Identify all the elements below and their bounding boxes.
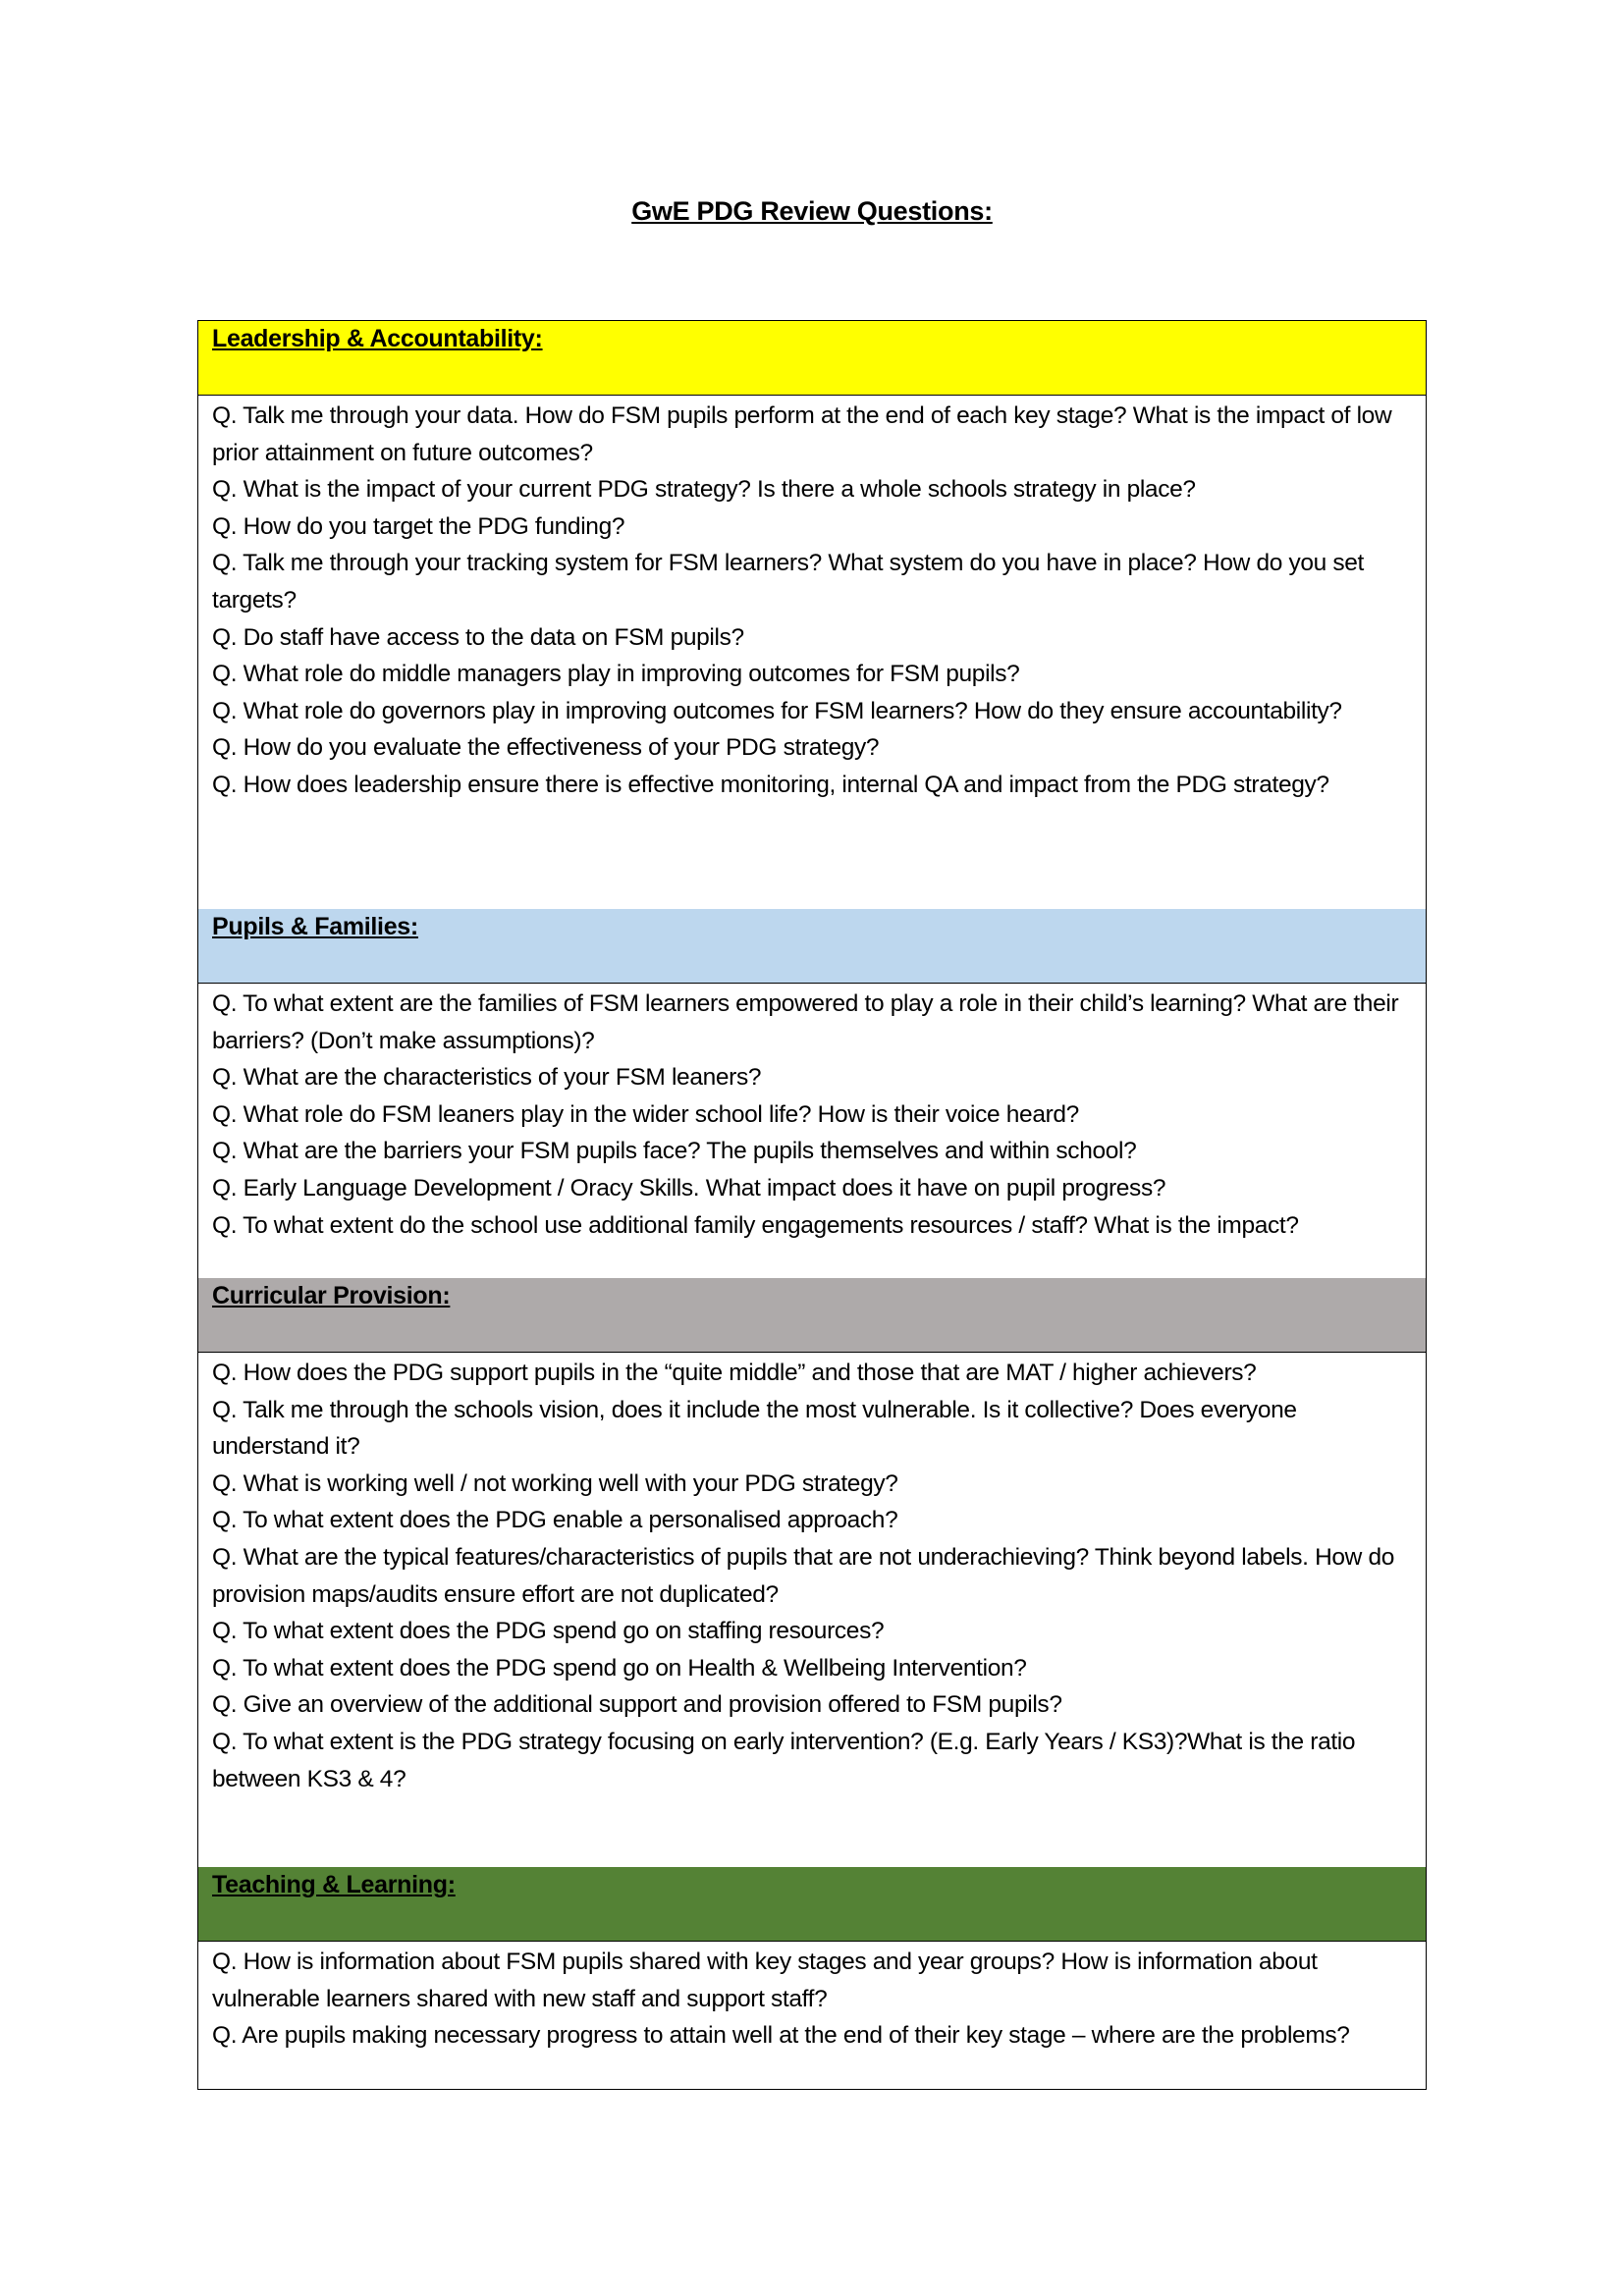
section-header xyxy=(198,1867,1426,1942)
question: Q. What role do governors play in improving outcomes for FSM learners? How do they ensure accountability? xyxy=(212,697,1342,724)
question: Q. What are the barriers your FSM pupils face? The pupils themselves and within school? xyxy=(212,1138,1137,1165)
section-header xyxy=(198,321,1426,396)
question-list xyxy=(198,984,1426,1278)
section-header xyxy=(198,1278,1426,1353)
question: Q. What is working well / not working well with your PDG strategy? xyxy=(212,1469,898,1497)
question: Q. To what extent does the PDG spend go on Health & Wellbeing Intervention? xyxy=(212,1654,1027,1682)
question: Q. How do you evaluate the effectiveness of your PDG strategy? xyxy=(212,734,880,762)
question: Q. Give an overview of the additional support and provision offered to FSM pupils? xyxy=(212,1691,1062,1719)
question-list xyxy=(198,1942,1426,2089)
section-leadership-accountability xyxy=(198,321,1426,909)
question: Q. What is the impact of your current PDG strategy? Is there a whole schools strategy in place? xyxy=(212,476,1196,504)
question: Q. What role do middle managers play in improving outcomes for FSM pupils? xyxy=(212,661,1020,688)
question: Q. Talk me through the schools vision, does it include the most vulnerable. Is it collective? Does everyone understand it? xyxy=(212,1396,1297,1461)
section-curricular-provision xyxy=(198,1278,1426,1867)
question: Q. How is information about FSM pupils shared with key stages and year groups? How is information about vulnerable learners shared with new staff and support staff? xyxy=(212,1949,1318,2012)
page-title: GwE PDG Review Questions: xyxy=(631,196,993,226)
section-heading: Curricular Provision: xyxy=(212,1282,451,1309)
question: Q. Do staff have access to the data on FSM pupils? xyxy=(212,623,744,651)
question: Q. What role do FSM leaners play in the wider school life? How is their voice heard? xyxy=(212,1100,1079,1128)
question: Q. To what extent does the PDG enable a personalised approach? xyxy=(212,1507,898,1534)
question: Q. Talk me through your tracking system for FSM learners? What system do you have in place? How do you set targets? xyxy=(212,550,1365,614)
question: Q. To what extent do the school use additional family engagements resources / staff? What is the impact? xyxy=(212,1211,1299,1239)
question: Q. How do you target the PDG funding? xyxy=(212,512,625,540)
question: Q. How does leadership ensure there is effective monitoring, internal QA and impact from the PDG strategy? xyxy=(212,771,1329,798)
question: Q. Talk me through your data. How do FSM pupils perform at the end of each key stage? What is the impact of low prior attainment on future outcomes? xyxy=(212,402,1392,466)
question: Q. Early Language Development / Oracy Skills. What impact does it have on pupil progress? xyxy=(212,1174,1166,1201)
question: Q. What are the characteristics of your FSM leaners? xyxy=(212,1064,762,1092)
question-list xyxy=(198,1353,1426,1867)
question: Q. What are the typical features/characteristics of pupils that are not underachieving? Think beyond labels. How do provision maps/audits ensure effort are not duplicated? xyxy=(212,1543,1395,1608)
question: Q. How does the PDG support pupils in the “quite middle” and those that are MAT / higher achievers? xyxy=(212,1360,1257,1386)
question: Q. Are pupils making necessary progress to attain well at the end of their key stage – where are the problems? xyxy=(212,2022,1350,2050)
section-teaching-learning xyxy=(198,1867,1426,2089)
question: Q. To what extent does the PDG spend go on staffing resources? xyxy=(212,1618,885,1645)
question-list xyxy=(198,396,1426,909)
section-heading: Leadership & Accountability: xyxy=(212,325,543,352)
section-heading: Teaching & Learning: xyxy=(212,1871,456,1898)
review-questions-table xyxy=(197,320,1427,2090)
section-header xyxy=(198,909,1426,984)
section-heading: Pupils & Families: xyxy=(212,913,418,940)
section-pupils-families xyxy=(198,909,1426,1278)
question: Q. To what extent is the PDG strategy focusing on early intervention? (E.g. Early Years / KS3)?What is the ratio between KS3 & 4? xyxy=(212,1728,1356,1792)
question: Q. To what extent are the families of FSM learners empowered to play a role in their child’s learning? What are their barriers? (Don’t make assumptions)? xyxy=(212,990,1399,1054)
